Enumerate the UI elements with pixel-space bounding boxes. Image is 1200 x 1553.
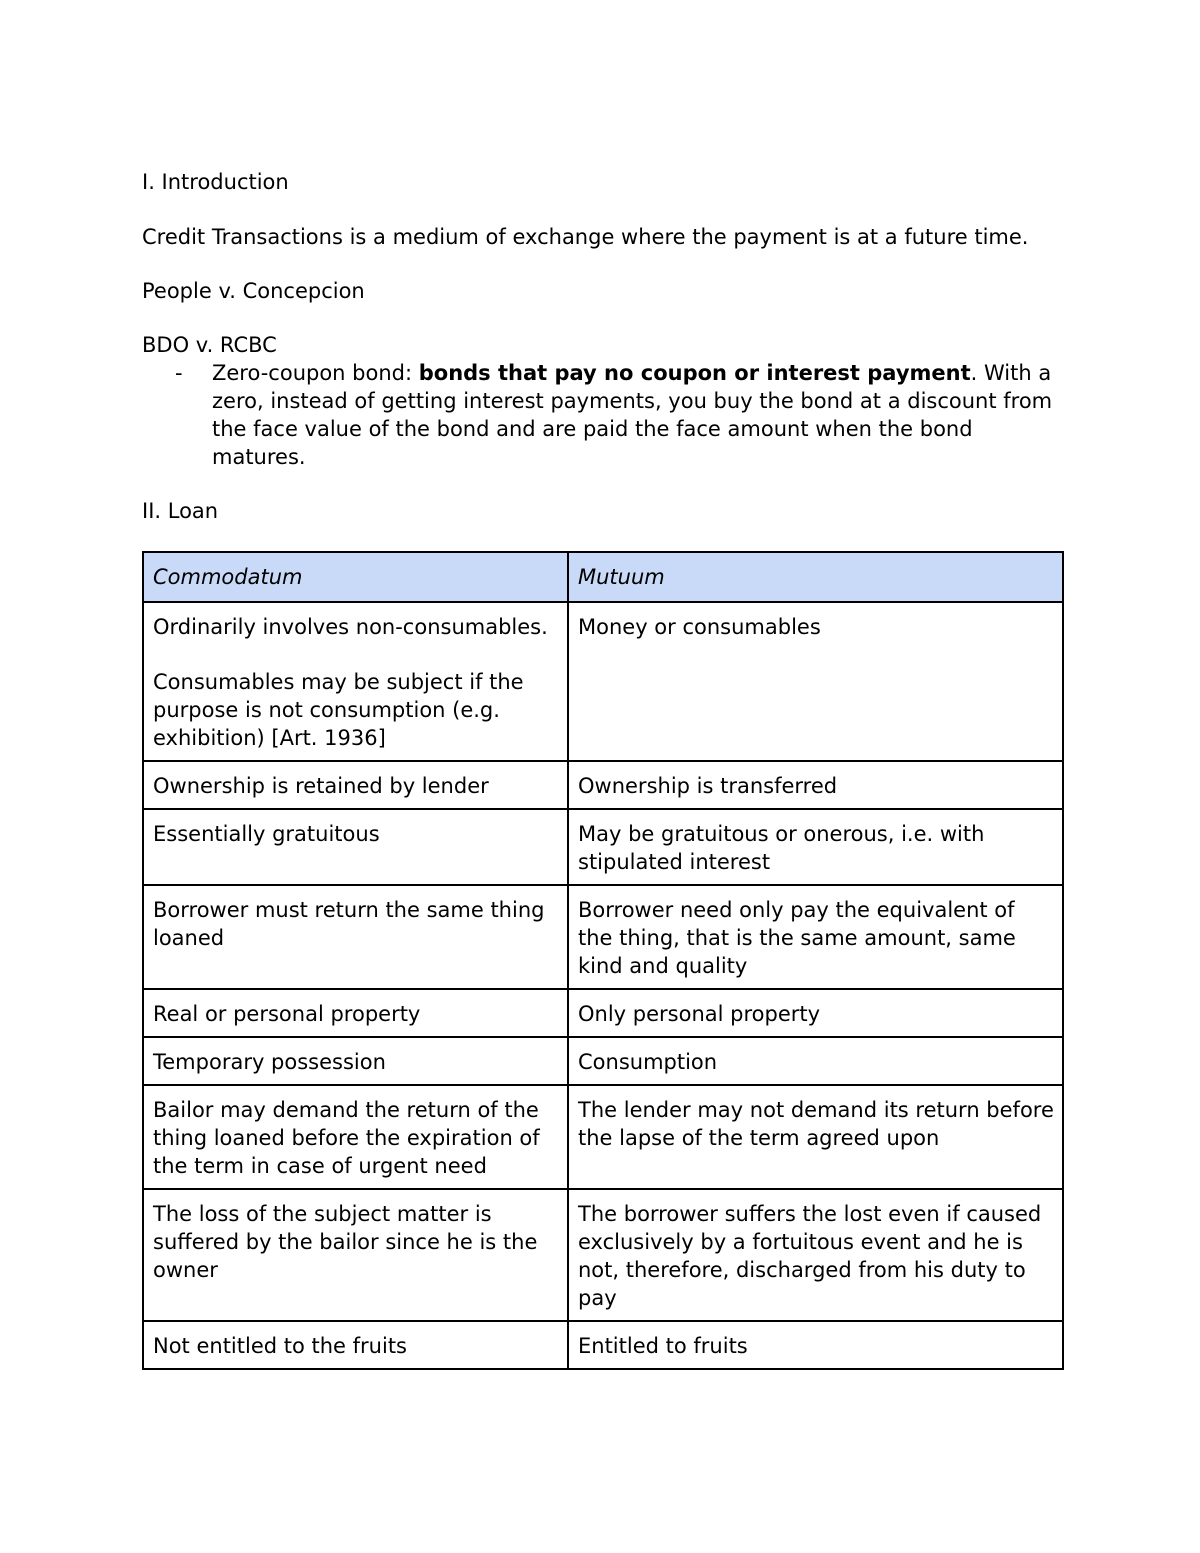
section-heading-loan: II. Loan (142, 499, 219, 523)
table-row (143, 1037, 1063, 1085)
table-cell-commodatum: Ownership is retained by lender (143, 761, 568, 809)
document-body (142, 168, 1062, 525)
case-citation: People v. Concepcion (142, 279, 365, 303)
definition-paragraph: Credit Transactions is a medium of exchange where the payment is at a future time. (142, 225, 1029, 249)
table-cell-mutuum: Ownership is transferred (568, 761, 1063, 809)
table-cell-mutuum: Consumption (568, 1037, 1063, 1085)
table-cell-commodatum: Temporary possession (143, 1037, 568, 1085)
spacer (142, 305, 1062, 331)
table-row (143, 1085, 1063, 1189)
table-row (143, 989, 1063, 1037)
table-header-row (143, 552, 1063, 602)
table-row (143, 1321, 1063, 1369)
case-citation: BDO v. RCBC (142, 333, 277, 357)
table-cell-commodatum: Real or personal property (143, 989, 568, 1037)
table-cell-commodatum: Bailor may demand the return of the thing loaned before the expiration of the term in case of urgent need (143, 1085, 568, 1189)
table-cell-mutuum: Only personal property (568, 989, 1063, 1037)
bullet-list (142, 359, 1062, 471)
spacer (153, 641, 559, 668)
table-cell-mutuum: The borrower suffers the lost even if caused exclusively by a fortuitous event and he is not, therefore, discharged from his duty to pay (568, 1189, 1063, 1321)
bullet-bold-text: bonds that pay no coupon or interest payment (418, 361, 971, 385)
spacer (142, 471, 1062, 497)
column-header-mutuum: Mutuum (568, 552, 1063, 602)
table-cell-mutuum: Entitled to fruits (568, 1321, 1063, 1369)
table-cell-commodatum (143, 602, 568, 761)
cell-text: Consumables may be subject if the purpose is not consumption (e.g. exhibition) [Art. 1936] (153, 670, 524, 750)
table-cell-mutuum: May be gratuitous or onerous, i.e. with stipulated interest (568, 809, 1063, 885)
table-row (143, 885, 1063, 989)
spacer (142, 251, 1062, 277)
bullet-rest-text: . With a zero, instead of getting interest payments, you buy the bond at a discount from the face value of the bond and are paid the face amount when the bond matures. (212, 361, 1053, 469)
table-cell-mutuum: Borrower need only pay the equivalent of the thing, that is the same amount, same kind and quality (568, 885, 1063, 989)
table-row (143, 761, 1063, 809)
table-cell-commodatum: The loss of the subject matter is suffered by the bailor since he is the owner (143, 1189, 568, 1321)
cell-text: Ordinarily involves non-consumables. (153, 615, 548, 639)
section-heading-introduction: I. Introduction (142, 170, 289, 194)
cell-text: Money or consumables (578, 615, 821, 639)
table-cell-mutuum: The lender may not demand its return before the lapse of the term agreed upon (568, 1085, 1063, 1189)
column-header-commodatum: Commodatum (143, 552, 568, 602)
loan-comparison-table (142, 551, 1064, 1370)
table-cell-commodatum: Borrower must return the same thing loaned (143, 885, 568, 989)
table-cell-mutuum (568, 602, 1063, 761)
list-item (142, 359, 1062, 471)
table-row (143, 809, 1063, 885)
table-cell-commodatum: Not entitled to the fruits (143, 1321, 568, 1369)
table-cell-commodatum: Essentially gratuitous (143, 809, 568, 885)
table-row (143, 602, 1063, 761)
bullet-dash: - (175, 361, 183, 385)
bullet-lead-text: Zero-coupon bond: (212, 361, 419, 385)
spacer (142, 196, 1062, 223)
table-row (143, 1189, 1063, 1321)
